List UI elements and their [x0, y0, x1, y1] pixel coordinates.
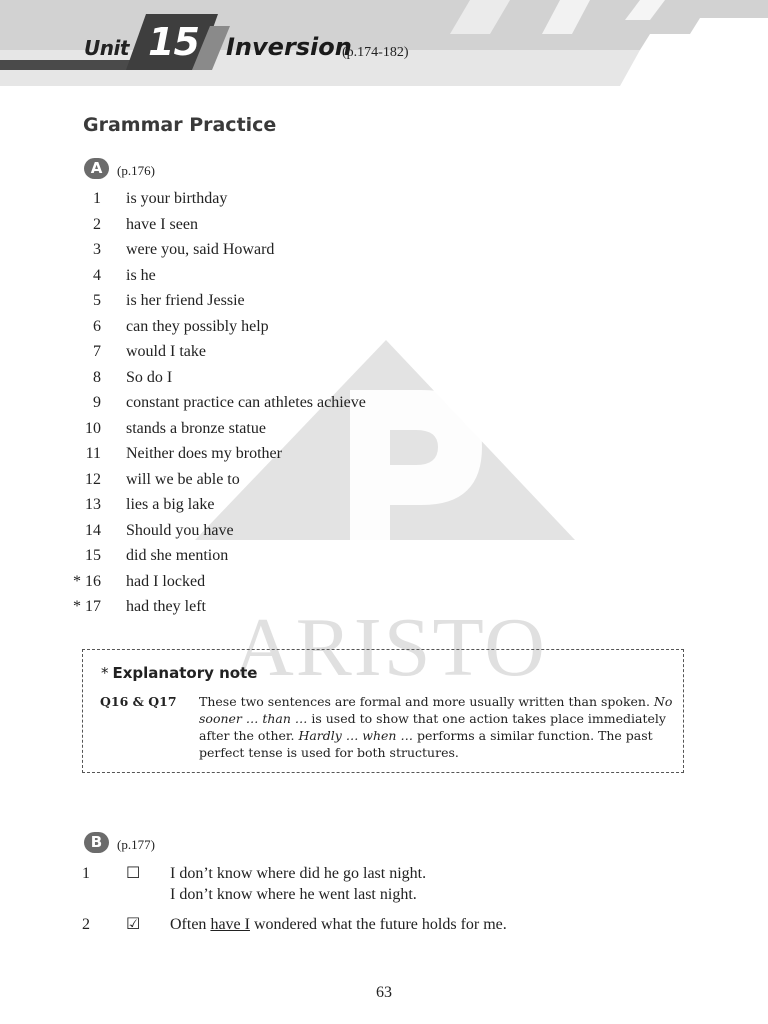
answer-row	[0, 547, 768, 569]
answer-text: is he	[126, 266, 156, 284]
answer-row	[0, 267, 768, 289]
answer-number: 7	[93, 343, 101, 360]
answer-row	[0, 598, 768, 620]
item-number: 2	[82, 916, 90, 933]
note-body	[199, 693, 675, 761]
answer-text: had they left	[126, 598, 206, 615]
answer-row	[0, 573, 768, 595]
answer-row	[0, 216, 768, 238]
answer-number: 14	[85, 521, 101, 539]
answer-row	[0, 369, 768, 391]
answer-number: 13	[85, 496, 101, 513]
answer-text: Neither does my brother	[126, 445, 282, 462]
answer-row	[0, 522, 768, 544]
answer-text: will we be able to	[126, 470, 240, 488]
section-b-badge: B	[84, 832, 109, 853]
answer-number: 9	[93, 394, 101, 411]
answer-text: stands a bronze statue	[126, 419, 266, 437]
unchecked-box-icon: ☐	[126, 863, 141, 882]
note-no-sooner-phrase: No sooner … than …	[199, 694, 673, 726]
answer-text: is her friend Jessie	[126, 292, 245, 309]
answer-row	[0, 190, 768, 212]
answer-number: 1	[93, 190, 101, 207]
answer-row	[0, 318, 768, 340]
note-asterisk: *	[101, 664, 109, 682]
answer-number: 15	[85, 547, 101, 564]
answer-number: 10	[85, 419, 101, 437]
answer-text: lies a big lake	[126, 496, 215, 513]
note-heading	[101, 664, 257, 682]
corrected-sentence: I don’t know where he went last night.	[170, 886, 417, 903]
answer-number: * 16	[73, 572, 101, 590]
note-question-label: Q16 & Q17	[100, 694, 177, 709]
note-body-part: These two sentences are formal and more usually written than spoken.	[199, 694, 654, 709]
item-number: 1	[82, 865, 90, 882]
answer-text: had I locked	[126, 572, 206, 590]
note-hardly-phrase: Hardly … when …	[298, 728, 413, 743]
answer-number: * 17	[73, 598, 101, 615]
incorrect-sentence: I don’t know where did he go last night.	[170, 865, 427, 882]
answer-row	[0, 343, 768, 365]
watermark-text: ARISTO	[233, 601, 547, 685]
answer-text: is your birthday	[126, 190, 228, 207]
section-b-page-ref: (p.177)	[117, 837, 155, 852]
sentence-part: wondered what the future holds for me.	[249, 916, 507, 933]
answer-row	[0, 445, 768, 467]
explanatory-note-box	[82, 649, 684, 773]
answer-text: So do I	[126, 368, 173, 386]
answer-number: 3	[93, 241, 101, 258]
answer-row	[0, 420, 768, 442]
answer-text: constant practice can athletes achieve	[126, 394, 366, 411]
answer-number: 8	[93, 368, 101, 386]
unit-page-range: (p.174-182)	[342, 45, 409, 60]
unit-title: Inversion	[226, 33, 352, 61]
answer-text: have I seen	[126, 215, 198, 233]
answer-text: Should you have	[126, 521, 234, 539]
underlined-inversion: have I	[210, 916, 250, 933]
unit-label: Unit	[84, 36, 129, 60]
answer-text: did she mention	[126, 547, 229, 564]
page-number: 63	[376, 984, 392, 1001]
checked-box-icon: ☑	[126, 914, 141, 933]
answer-number: 6	[93, 317, 101, 335]
note-body-part: performs a similar function. The past perfect tense is used for both structures.	[199, 728, 653, 760]
answer-row	[0, 292, 768, 314]
note-heading-text: Explanatory note	[112, 664, 258, 682]
answer-row	[0, 394, 768, 416]
answer-number: 12	[85, 470, 101, 488]
answer-number: 4	[93, 266, 101, 284]
answer-row	[0, 496, 768, 518]
answer-row	[0, 241, 768, 263]
answer-row	[0, 471, 768, 493]
answer-text: would I take	[126, 343, 206, 360]
answer-number: 5	[93, 292, 101, 309]
sentence-part: Often	[170, 916, 211, 933]
answer-text: were you, said Howard	[126, 241, 275, 258]
correct-sentence	[170, 916, 507, 934]
unit-header	[0, 0, 768, 92]
answer-number: 11	[85, 445, 101, 462]
section-a-page-ref: (p.176)	[117, 163, 155, 178]
unit-number: 15	[148, 20, 199, 64]
section-title: Grammar Practice	[83, 114, 277, 136]
answer-number: 2	[93, 215, 101, 233]
answer-text: can they possibly help	[126, 317, 269, 335]
section-a-badge: A	[84, 158, 109, 179]
note-body-part: is used to show that one action takes place immediately after the other.	[199, 711, 666, 743]
